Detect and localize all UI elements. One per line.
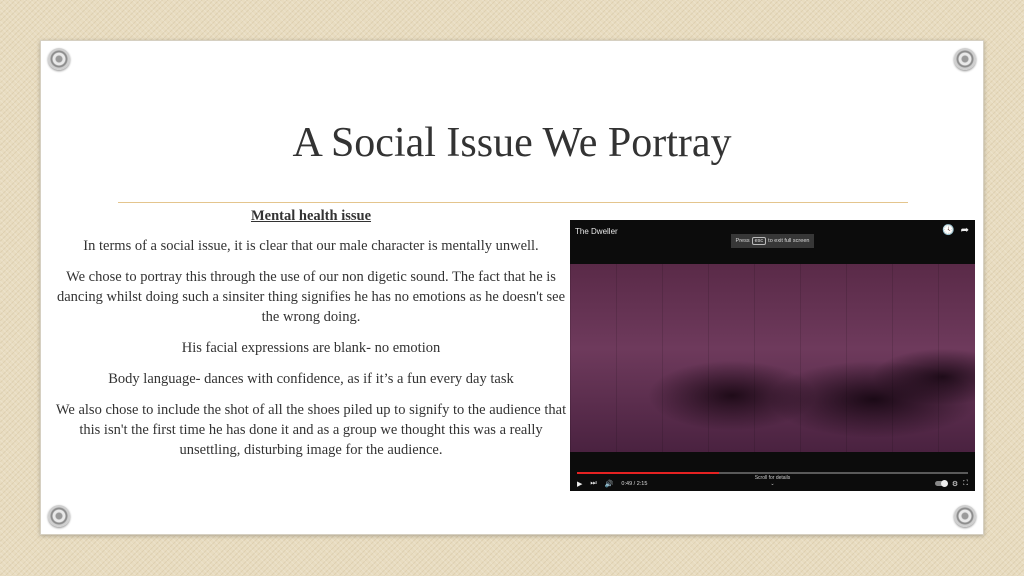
settings-icon[interactable]: ⚙ — [951, 479, 959, 488]
video-controls — [570, 476, 975, 491]
share-icon[interactable]: ➦ — [960, 225, 969, 236]
paragraph: In terms of a social issue, it is clear that our male character is mentally unwell. — [83, 238, 539, 254]
video-time: 0:49 / 2:15 — [621, 480, 648, 487]
esc-hint-suffix: to exit full screen — [768, 238, 810, 244]
next-icon[interactable]: ⏭ — [590, 479, 597, 487]
paragraph: His facial expressions are blank- no emotion — [181, 340, 441, 356]
slide-title: A Social Issue We Portray — [292, 120, 732, 166]
fullscreen-exit-icon[interactable]: ⛶ — [963, 479, 968, 487]
title-divider — [118, 202, 908, 203]
slide — [40, 40, 984, 535]
video-player[interactable] — [570, 220, 975, 491]
paragraph: We chose to portray this through the use of our non digetic sound. The fact that he is dancing whilst doing such a sinsiter thing signifies he has no emotions as he doesn't see the wrong doing. — [56, 269, 566, 325]
chevron-down-icon: ⌄ — [770, 481, 775, 487]
exit-fullscreen-hint — [731, 234, 814, 248]
slide-body — [55, 206, 567, 471]
volume-icon[interactable]: 🔊 — [604, 479, 614, 488]
progress-fill — [577, 472, 719, 474]
scroll-hint-label: Scroll for details — [754, 475, 791, 481]
play-icon[interactable]: ▶ — [577, 479, 583, 488]
video-top-controls — [942, 225, 969, 236]
pin-bottom-left-icon — [48, 505, 70, 527]
pin-bottom-right-icon — [954, 505, 976, 527]
watch-later-icon[interactable]: 🕓 — [942, 225, 955, 236]
section-heading: Mental health issue — [250, 208, 372, 224]
paragraph: Body language- dances with confidence, as if it’s a fun every day task — [108, 371, 514, 387]
autoplay-toggle[interactable] — [935, 481, 947, 486]
right-controls — [935, 479, 968, 488]
pin-top-right-icon — [954, 48, 976, 70]
esc-hint-prefix: Press — [735, 238, 750, 244]
video-frame[interactable] — [570, 264, 975, 452]
esc-key: esc — [752, 237, 767, 245]
paragraph: We also chose to include the shot of all the shoes piled up to signify to the audience that this isn't the first time he has done it and as a group we thought this was a really unsettling, disturbing image for the audience. — [55, 402, 567, 458]
pin-top-left-icon — [48, 48, 70, 70]
video-title[interactable]: The Dweller — [575, 227, 618, 236]
progress-bar[interactable] — [577, 472, 968, 474]
